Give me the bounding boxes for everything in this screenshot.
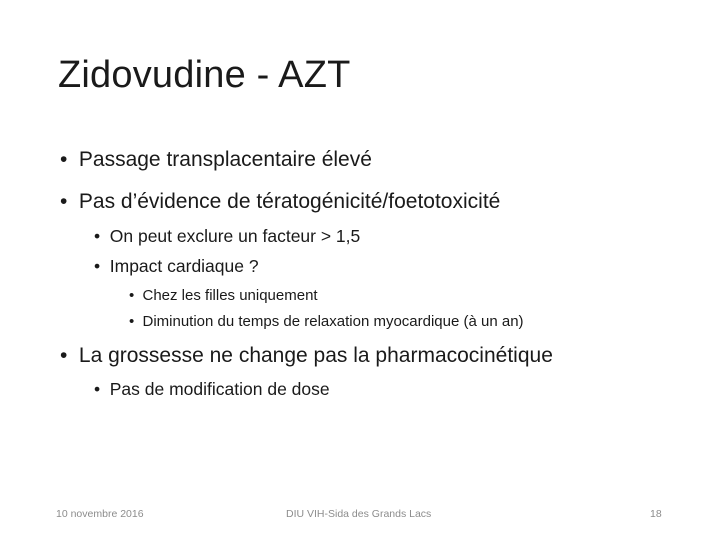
bullet-level2 — [94, 256, 259, 277]
slide-title: Zidovudine - AZT — [58, 54, 351, 96]
bullet-level1 — [60, 344, 553, 368]
bullet-icon: • — [60, 148, 68, 171]
bullet-level1 — [60, 148, 372, 172]
bullet-icon: • — [94, 256, 101, 276]
bullet-text: Diminution du temps de relaxation myocardique (à un an) — [142, 313, 524, 330]
bullet-text: Pas de modification de dose — [109, 379, 330, 399]
page-number: 18 — [650, 508, 662, 520]
bullet-level3 — [129, 287, 318, 304]
bullet-icon: • — [94, 226, 101, 246]
bullet-icon: • — [60, 190, 68, 213]
bullet-icon: • — [129, 313, 135, 330]
bullet-text: Pas d’évidence de tératogénicité/foetotoxicité — [78, 190, 501, 213]
bullet-text: Chez les filles uniquement — [142, 287, 318, 304]
bullet-level1 — [60, 190, 500, 214]
bullet-icon: • — [94, 379, 101, 399]
bullet-level2 — [94, 379, 330, 400]
bullet-text: Passage transplacentaire élevé — [78, 148, 372, 171]
bullet-icon: • — [129, 287, 135, 304]
bullet-level3 — [129, 313, 524, 330]
bullet-text: Impact cardiaque ? — [109, 256, 259, 276]
footer-center-text: DIU VIH-Sida des Grands Lacs — [286, 508, 432, 520]
footer-date: 10 novembre 2016 — [56, 508, 144, 520]
bullet-level2 — [94, 226, 360, 247]
bullet-icon: • — [60, 344, 68, 367]
bullet-text: La grossesse ne change pas la pharmacocinétique — [78, 344, 553, 367]
bullet-text: On peut exclure un facteur > 1,5 — [109, 226, 361, 246]
